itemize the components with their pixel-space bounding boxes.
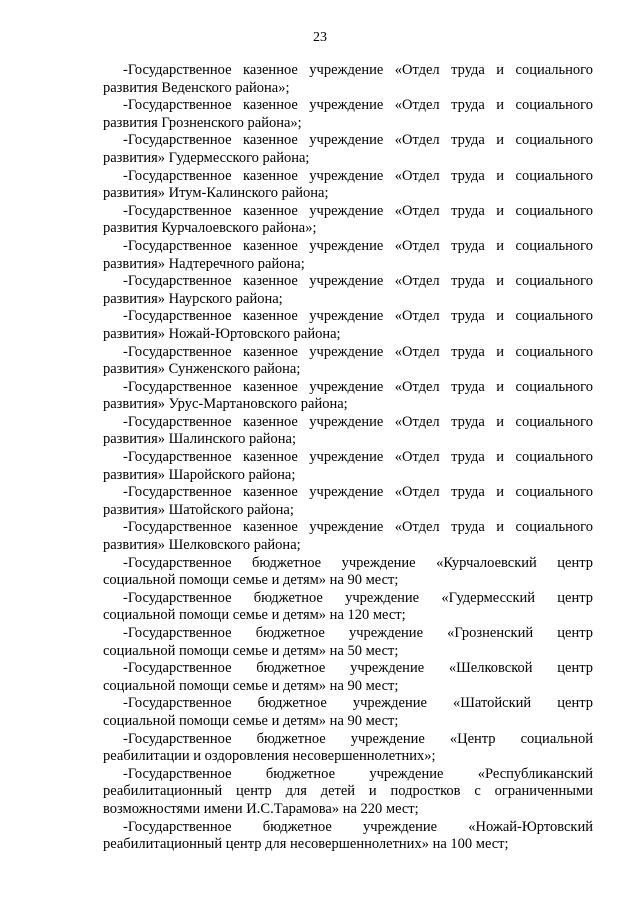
list-item-continuation-line: развития» Урус-Мартановского района; — [103, 396, 348, 413]
list-item-continuation-line: социальной помощи семье и детям» на 90 мест; — [103, 712, 399, 729]
list-item-lead-line: -Государственное казенное учреждение «Отдел труда и социального — [123, 308, 593, 325]
list-item-continuation-line: социальной помощи семье и детям» на 90 мест; — [103, 572, 399, 589]
list-item — [103, 132, 593, 167]
list-item-continuation-line: развития» Надтеречного района; — [103, 255, 305, 272]
list-item-continuation-line: социальной помощи семье и детям» на 90 мест; — [103, 677, 399, 694]
list-item — [103, 62, 593, 97]
list-item — [103, 343, 593, 379]
list-item — [103, 818, 593, 854]
list-item-lead-line: -Государственное казенное учреждение «Отдел труда и социального — [123, 237, 593, 254]
list-item — [103, 97, 593, 132]
list-item-lead-line: -Государственное бюджетное учреждение «Шелковской центр — [123, 660, 593, 677]
list-item — [103, 484, 593, 519]
list-item — [103, 449, 593, 484]
document-body — [103, 62, 593, 854]
list-item — [103, 589, 593, 625]
list-item-lead-line: -Государственное бюджетное учреждение «Грозненский центр — [123, 625, 593, 641]
list-item-lead-line: -Государственное бюджетное учреждение «Республиканский — [123, 765, 593, 782]
list-item-lead-line: -Государственное казенное учреждение «Отдел труда и социального — [123, 378, 593, 395]
list-item-continuation-line: развития Веденского района»; — [103, 79, 290, 96]
list-item-lead-line: -Государственное казенное учреждение «Отдел труда и социального — [123, 132, 593, 149]
list-item-continuation-line: развития Курчалоевского района»; — [103, 220, 317, 237]
list-item-lead-line: -Государственное бюджетное учреждение «Центр социальной — [123, 730, 593, 747]
list-item — [103, 554, 593, 590]
list-item — [103, 413, 593, 449]
list-item-continuation-line: возможностями имени И.С.Тарамова» на 220 мест; — [103, 800, 419, 817]
list-item-lead-line: -Государственное бюджетное учреждение «Ножай-Юртовский — [123, 818, 593, 835]
list-item-lead-line: -Государственное бюджетное учреждение «Курчалоевский центр — [123, 554, 593, 571]
list-item-continuation-line: развития» Шалинского района; — [103, 431, 296, 448]
list-item-lead-line: -Государственное бюджетное учреждение «Гудермесский центр — [123, 589, 593, 606]
list-item-lead-line: -Государственное бюджетное учреждение «Шатойский центр — [123, 695, 593, 712]
list-item-continuation-line: развития» Сунженского района; — [103, 361, 301, 378]
list-item — [103, 273, 593, 308]
list-item — [103, 765, 593, 819]
list-item-lead-line: -Государственное казенное учреждение «Отдел труда и социального — [123, 519, 593, 536]
list-item-lead-line: -Государственное казенное учреждение «Отдел труда и социального — [123, 273, 593, 290]
list-item-continuation-line: социальной помощи семье и детям» на 120 мест; — [103, 607, 406, 624]
list-item-continuation-line: развития» Наурского района; — [103, 290, 283, 307]
list-item-lead-line: -Государственное казенное учреждение «Отдел труда и социального — [123, 97, 593, 114]
list-item-continuation-line: развития» Гудермесского района; — [103, 149, 310, 166]
list-item-lead-line: -Государственное казенное учреждение «Отдел труда и социального — [123, 62, 593, 78]
list-item-continuation-line: развития» Итум-Калинского района; — [103, 185, 329, 202]
list-item-lead-line: -Государственное казенное учреждение «Отдел труда и социального — [123, 202, 593, 219]
page-number: 23 — [313, 30, 327, 45]
list-item-lead-line: -Государственное казенное учреждение «Отдел труда и социального — [123, 167, 593, 184]
list-item-continuation-line: развития» Шаройского района; — [103, 466, 296, 483]
list-item — [103, 378, 593, 414]
list-item-lead-line: -Государственное казенное учреждение «Отдел труда и социального — [123, 484, 593, 501]
list-item-continuation-line: реабилитационный центр для детей и подростков с ограниченными — [103, 783, 593, 800]
list-item-lead-line: -Государственное казенное учреждение «Отдел труда и социального — [123, 449, 593, 466]
list-item-continuation-line: реабилитационный центр для несовершеннолетних» на 100 мест; — [103, 836, 509, 853]
list-item-continuation-line: развития Грозненского района»; — [103, 114, 302, 131]
list-item-continuation-line: развития» Шатойского района; — [103, 501, 294, 518]
list-item — [103, 730, 593, 766]
list-item — [103, 237, 593, 273]
list-item — [103, 695, 593, 730]
list-item-lead-line: -Государственное казенное учреждение «Отдел труда и социального — [123, 413, 593, 430]
list-item — [103, 202, 593, 238]
list-item — [103, 167, 593, 203]
list-item — [103, 308, 593, 343]
list-item — [103, 660, 593, 695]
list-item-lead-line: -Государственное казенное учреждение «Отдел труда и социального — [123, 343, 593, 360]
list-item — [103, 625, 593, 660]
list-item — [103, 519, 593, 554]
list-item-continuation-line: реабилитации и оздоровления несовершеннолетних»; — [103, 748, 436, 765]
list-item-continuation-line: развития» Ножай-Юртовского района; — [103, 325, 341, 342]
list-item-continuation-line: развития» Шелковского района; — [103, 537, 301, 554]
list-item-continuation-line: социальной помощи семье и детям» на 50 мест; — [103, 642, 399, 659]
